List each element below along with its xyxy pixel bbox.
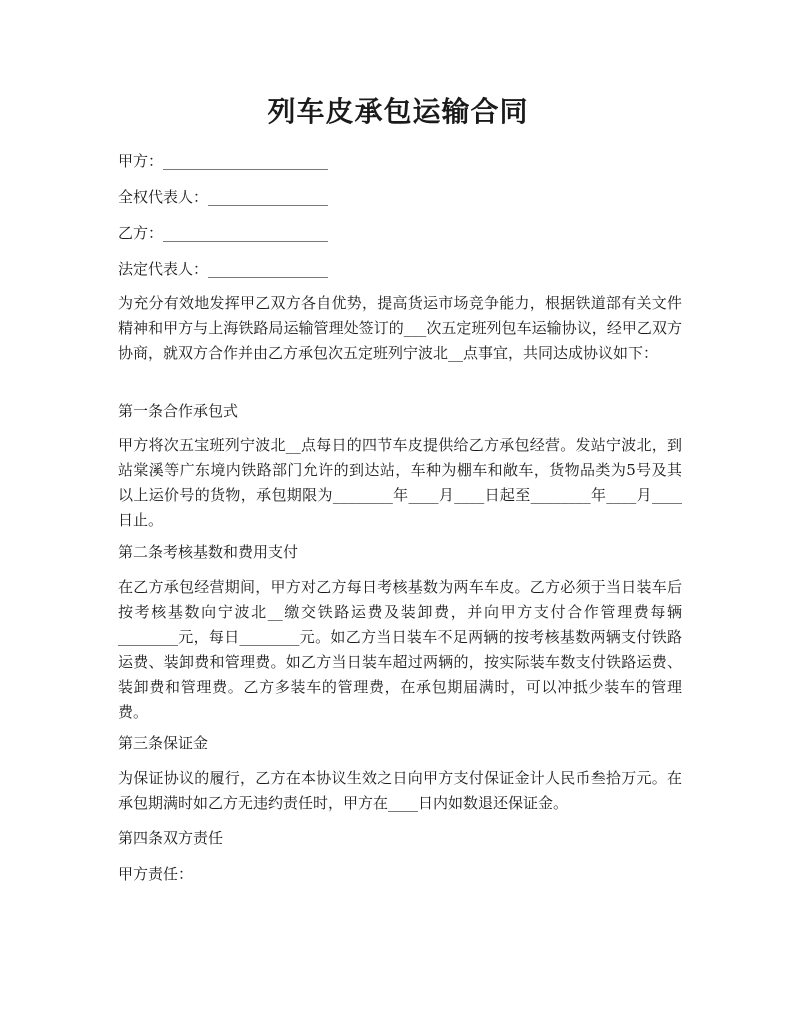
section-2-heading: 第二条考核基数和费用支付 bbox=[118, 543, 299, 561]
section-4-heading: 第四条双方责任 bbox=[118, 829, 224, 847]
section-3-heading: 第三条保证金 bbox=[118, 734, 209, 752]
party-a-field: 甲方：______________________ bbox=[118, 152, 329, 170]
section-3-body: 为保证协议的履行，乙方在本协议生效之日向甲方支付保证金计人民币叁拾万元。在承包期满时如乙方无违约责任时，甲方在____日内如数退还保证金。 bbox=[118, 769, 682, 812]
section-1-heading: 第一条合作承包式 bbox=[118, 402, 239, 420]
preamble-paragraph: 为充分有效地发挥甲乙双方各自优势，提高货运市场竞争能力，根据铁道部有关文件精神和甲方与上海铁路局运输管理处签订的___次五定班列包车运输协议，经甲乙双方协商，就双方合作并由乙方承包次五定班列宁波北__点事宜，共同达成协议如下： bbox=[118, 294, 682, 362]
party-a-representative-field: 全权代表人：________________ bbox=[118, 188, 329, 206]
section-1-body: 甲方将次五宝班列宁波北__点每日的四节车皮提供给乙方承包经营。发站宁波北，到站棠溪等广东境内铁路部门允许的到达站，车种为棚车和敞车，货物品类为5号及其以上运价号的货物，承包期限为________年____月____日起至________年____月____日止。 bbox=[118, 436, 682, 529]
party-a-responsibility-label: 甲方责任： bbox=[118, 865, 194, 883]
section-2-body: 在乙方承包经营期间，甲方对乙方每日考核基数为两车车皮。乙方必须于当日装车后按考核基数向宁波北__缴交铁路运费及装卸费，并向甲方支付合作管理费每辆________元，每日________元。如乙方当日装车不足两辆的按考核基数两辆支付铁路运费、装卸费和管理费。如乙方当日装车超过两辆的，按实际装车数支付铁路运费、装卸费和管理费。乙方多装车的管理费，在承包期届满时，可以冲抵少装车的管理费。 bbox=[118, 578, 682, 721]
party-b-field: 乙方：______________________ bbox=[118, 224, 329, 242]
party-b-legal-representative-field: 法定代表人：________________ bbox=[118, 260, 329, 278]
document-title: 列车皮承包运输合同 bbox=[267, 95, 529, 128]
